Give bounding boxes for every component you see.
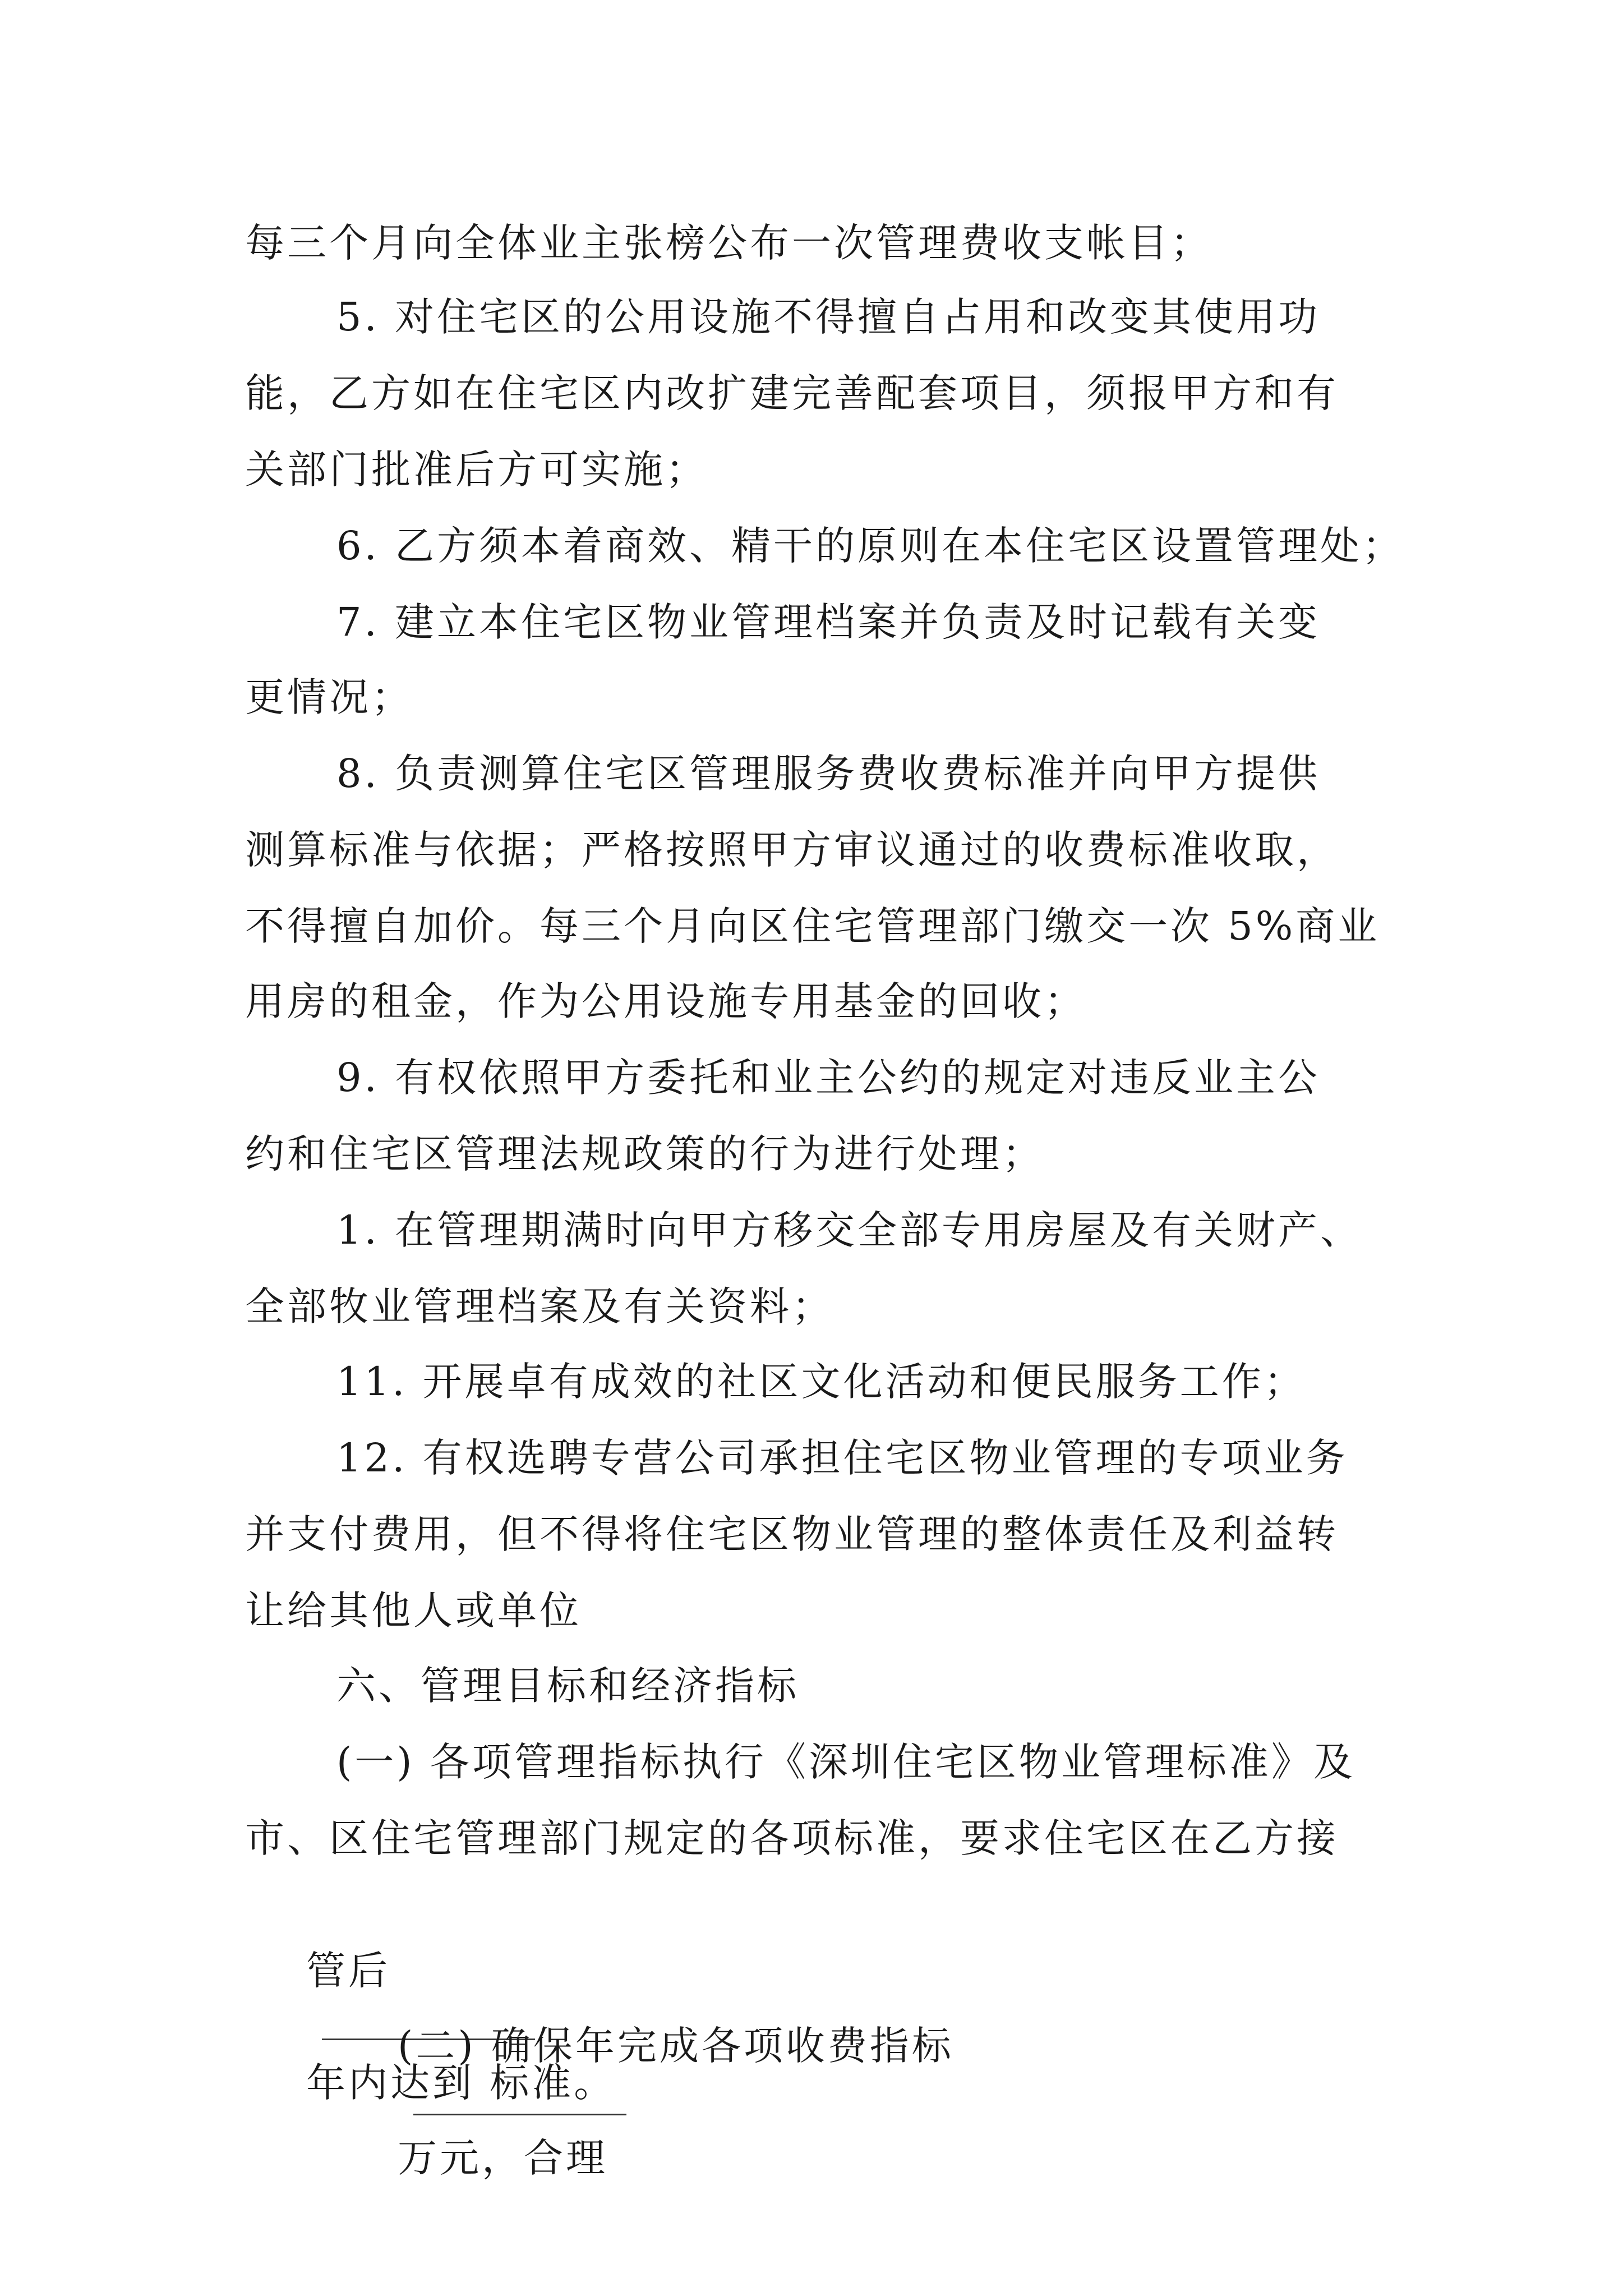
text-line: 1. 在管理期满时向甲方移交全部专用房屋及有关财产、 — [336, 1207, 1363, 1253]
text-line: 7. 建立本住宅区物业管理档案并负责及时记载有关变 — [336, 599, 1321, 645]
text-line: 5. 对住宅区的公用设施不得擅自占用和改变其使用功 — [336, 294, 1321, 340]
text-line: 约和住宅区管理法规政策的行为进行处理； — [245, 1131, 1044, 1177]
text-line: (一) 各项管理指标执行《深圳住宅区物业管理标准》及 — [336, 1739, 1355, 1785]
target-text-after: 年内达到 标准。 — [306, 2060, 616, 2106]
fee-text-after: 万元，合理 — [398, 2135, 608, 2181]
text-line: 12. 有权选聘专营公司承担住宅区物业管理的专项业务 — [336, 1435, 1348, 1481]
text-line: 关部门批准后方可实施； — [245, 447, 708, 493]
text-line: 11. 开展卓有成效的社区文化活动和便民服务工作； — [336, 1359, 1306, 1405]
text-line: 9. 有权依照甲方委托和业主公约的规定对违反业主公 — [336, 1055, 1321, 1101]
target-text-before: 管后 — [306, 1948, 391, 1994]
text-line: 让给其他人或单位 — [245, 1588, 582, 1634]
text-line: 每三个月向全体业主张榜公布一次管理费收支帐目； — [245, 220, 1212, 266]
text-line: 全部牧业管理档案及有关资料； — [245, 1283, 834, 1329]
text-line: 市、区住宅管理部门规定的各项标准，要求住宅区在乙方接 — [245, 1815, 1339, 1861]
text-line: 不得擅自加价。每三个月向区住宅管理部门缴交一次 5%商业 — [245, 903, 1380, 949]
text-line: 6. 乙方须本着商效、精干的原则在本住宅区设置管理处； — [336, 523, 1405, 569]
text-line: 8. 负责测算住宅区管理服务费收费标准并向甲方提供 — [336, 751, 1321, 797]
text-line: 并支付费用，但不得将住宅区物业管理的整体责任及利益转 — [245, 1511, 1339, 1557]
text-line: 更情况； — [245, 674, 413, 720]
text-line: 测算标准与依据；严格按照甲方审议通过的收费标准收取， — [245, 827, 1339, 873]
text-line-target — [245, 1887, 616, 2106]
text-line: 用房的租金，作为公用设施专用基金的回收； — [245, 978, 1086, 1024]
fee-text-before: (二) 确保年完成各项收费指标 — [398, 2023, 954, 2069]
fee-amount-blank-field — [413, 2079, 626, 2115]
section-heading: 六、管理目标和经济指标 — [336, 1663, 799, 1709]
text-line: 能，乙方如在住宅区内改扩建完善配套项目，须报甲方和有 — [245, 370, 1339, 416]
